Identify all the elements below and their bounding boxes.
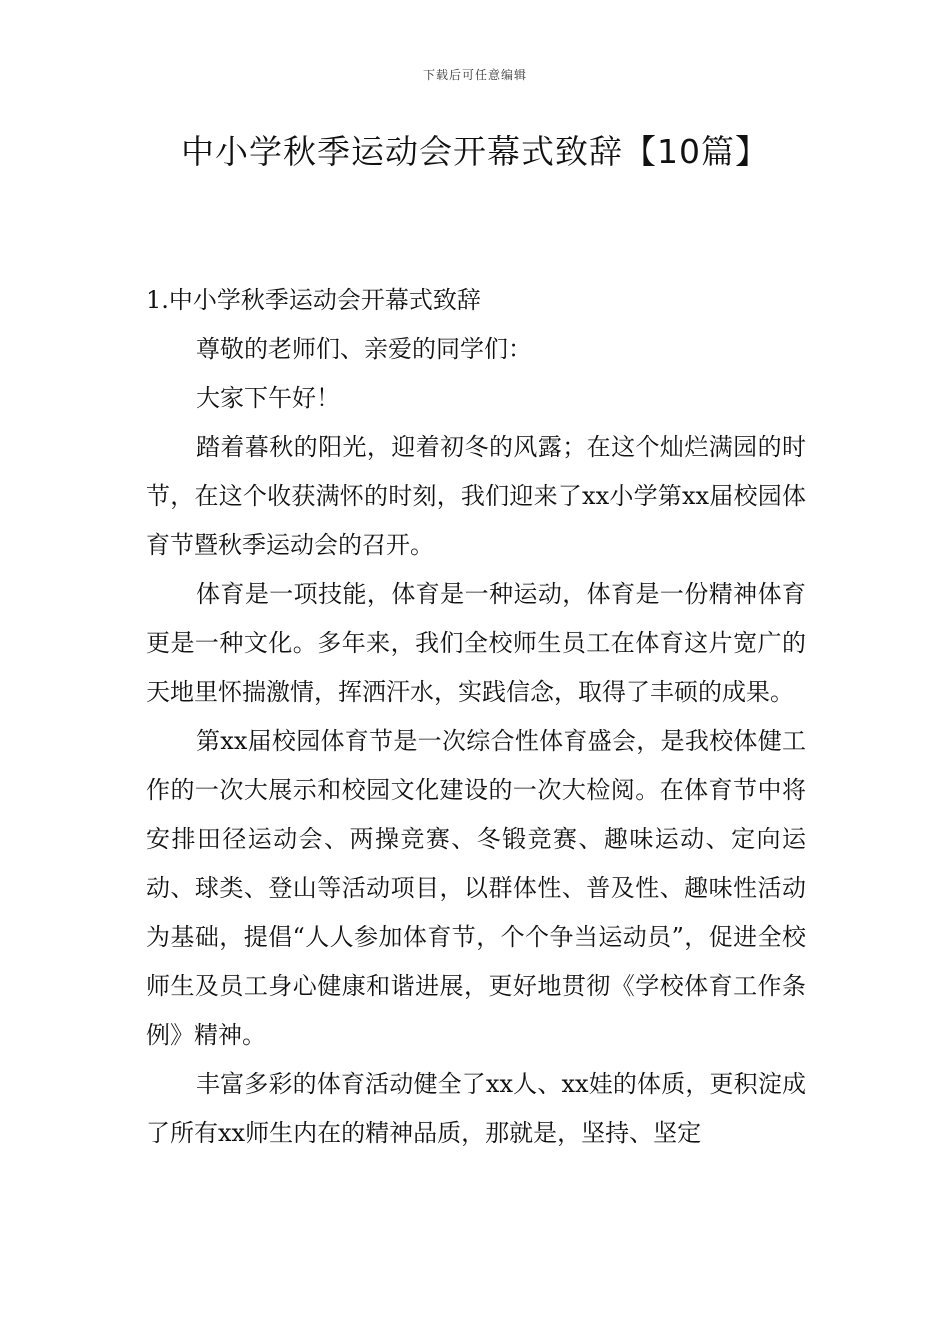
section-heading: 1.中小学秋季运动会开幕式致辞 <box>146 286 481 314</box>
paragraph: 踏着暮秋的阳光，迎着初冬的风露；在这个灿烂满园的时节，在这个收获满怀的时刻，我们迎来了xx小学第xx届校园体育节暨秋季运动会的召开。 <box>146 433 806 559</box>
paragraph: 体育是一项技能，体育是一种运动，体育是一份精神体育更是一种文化。多年来，我们全校师生员工在体育这片宽广的天地里怀揣激情，挥洒汗水，实践信念，取得了丰硕的成果。 <box>146 580 806 706</box>
paragraph-salutation: 尊敬的老师们、亲爱的同学们： <box>196 335 532 363</box>
paragraph: 第xx届校园体育节是一次综合性体育盛会，是我校体健工作的一次大展示和校园文化建设的一次大检阅。在体育节中将安排田径运动会、两操竞赛、冬锻竞赛、趣味运动、定向运动、球类、登山等活动项目，以群体性、普及性、趣味性活动为基础，提倡“人人参加体育节，个个争当运动员”，促进全校师生及员工身心健康和谐进展，更好地贯彻《学校体育工作条例》精神。 <box>146 727 806 1049</box>
document-body <box>146 276 806 1158</box>
header-note: 下载后可任意编辑 <box>422 68 527 82</box>
paragraph-greeting: 大家下午好！ <box>196 384 340 412</box>
paragraph: 丰富多彩的体育活动健全了xx人、xx娃的体质，更积淀成了所有xx师生内在的精神品质，那就是，坚持、坚定 <box>146 1070 806 1147</box>
document-title: 中小学秋季运动会开幕式致辞【10篇】 <box>181 132 769 171</box>
